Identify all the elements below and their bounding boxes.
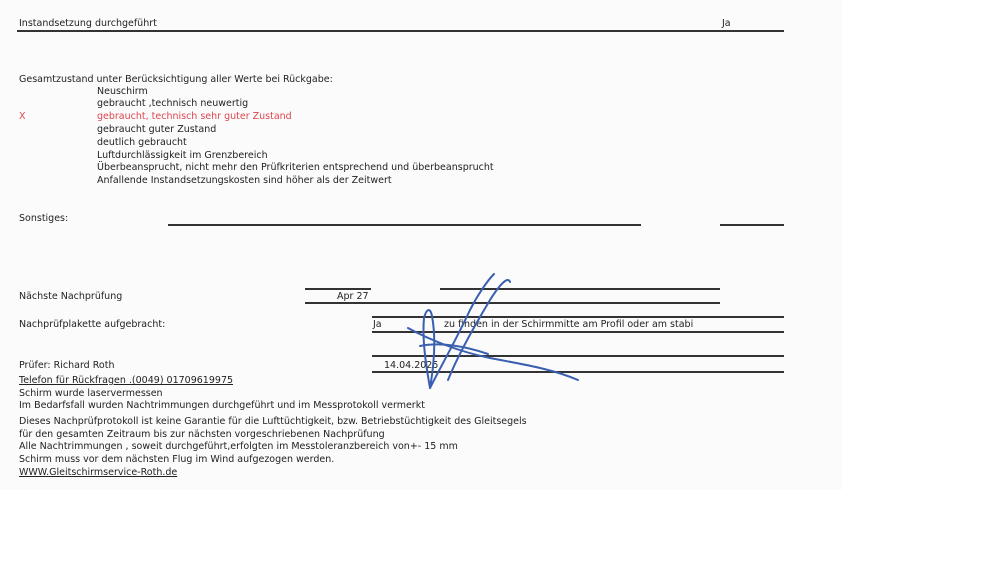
condition-heading: Gesamtzustand unter Berücksichtigung aller Werte bei Rückgabe: — [19, 74, 333, 85]
condition-option: deutlich gebraucht — [97, 137, 187, 148]
condition-option: gebraucht guter Zustand — [97, 124, 217, 135]
badge-note: zu finden in der Schirmmitte am Profil oder am stabi — [444, 319, 694, 330]
condition-option: gebraucht ,technisch neuwertig — [97, 98, 249, 109]
footer-line: Schirm muss vor dem nächsten Flug im Wind aufgezogen werden. — [19, 454, 335, 465]
footer-line: Schirm wurde laservermessen — [19, 388, 163, 399]
header-rule — [17, 30, 784, 32]
condition-option: Luftdurchlässigkeit im Grenzbereich — [97, 150, 268, 161]
condition-option: Anfallende Instandsetzungskosten sind höher als der Zeitwert — [97, 175, 392, 186]
condition-option: Überbeansprucht, nicht mehr den Prüfkriterien entsprechend und überbeansprucht — [97, 162, 494, 173]
misc-label: Sonstiges: — [19, 213, 69, 224]
misc-rule-short — [720, 224, 784, 226]
condition-option: Neuschirm — [97, 86, 148, 97]
repair-label: Instandsetzung durchgeführt — [19, 18, 157, 29]
inspector-label: Prüfer: Richard Roth — [19, 360, 115, 371]
next-check-label: Nächste Nachprüfung — [19, 291, 123, 302]
footer-line: Alle Nachtrimmungen , soweit durchgeführt,erfolgten im Messtoleranzbereich von+- 15 mm — [19, 441, 458, 452]
next-check-value: Apr 27 — [337, 291, 369, 302]
badge-label: Nachprüfplakette aufgebracht: — [19, 319, 166, 330]
signature-icon — [360, 270, 600, 400]
phone-line: Telefon für Rückfragen .(0049) 01709619975 — [19, 375, 234, 386]
inspection-date: 14.04.2025 — [384, 360, 439, 371]
footer-line: Dieses Nachprüfprotokoll ist keine Garantie für die Lufttüchtigkeit, bzw. Betriebstüchtigkeit des Gleitsegels — [19, 416, 527, 427]
misc-rule — [168, 224, 641, 226]
website-link[interactable]: WWW.Gleitschirmservice-Roth.de — [19, 467, 178, 478]
footer-line: für den gesamten Zeitraum bis zur nächsten vorgeschriebenen Nachprüfung — [19, 429, 385, 440]
footer-line: Im Bedarfsfall wurden Nachtrimmungen durchgeführt und im Messprotokoll vermerkt — [19, 400, 425, 411]
badge-value: Ja — [373, 319, 382, 330]
condition-option-selected: gebraucht, technisch sehr guter Zustand — [97, 111, 292, 122]
repair-value: Ja — [722, 18, 731, 29]
selected-mark: X — [19, 111, 26, 122]
